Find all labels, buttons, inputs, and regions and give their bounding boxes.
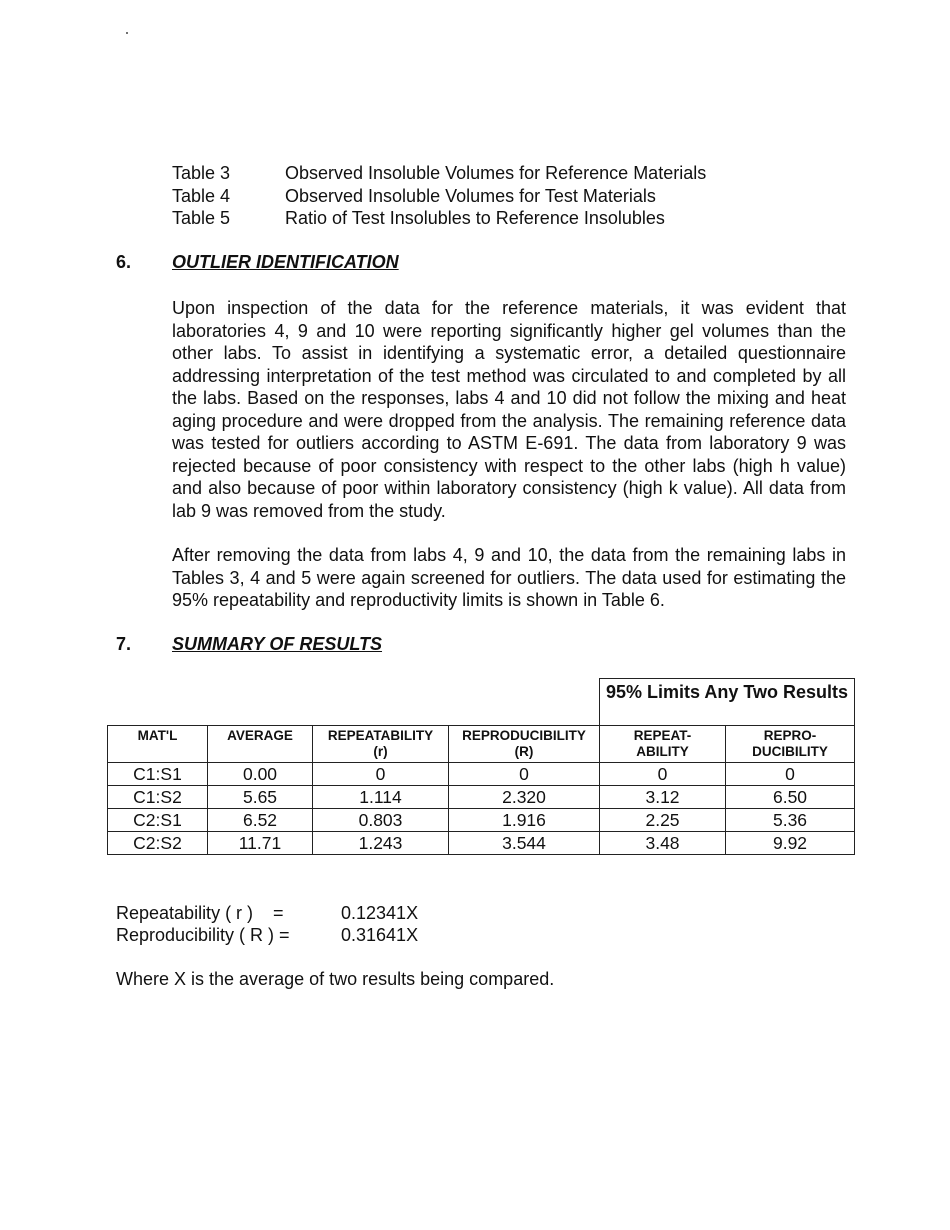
table-cell: 2.320 <box>449 786 600 809</box>
formula-row <box>116 924 418 946</box>
section-title: OUTLIER IDENTIFICATION <box>172 252 399 272</box>
column-header <box>600 726 726 763</box>
formulas <box>116 902 418 946</box>
table-list-item <box>172 207 706 230</box>
summary-table <box>107 678 855 855</box>
table-cell: 3.544 <box>449 832 600 855</box>
table-cell: C1:S2 <box>108 786 208 809</box>
section-title: SUMMARY OF RESULTS <box>172 634 383 654</box>
header-line-2: (R) <box>514 744 534 759</box>
section-number: 6. <box>116 252 132 272</box>
column-header <box>449 726 600 763</box>
column-header <box>108 726 208 763</box>
table-cell: 0 <box>600 763 726 786</box>
table-cell: C2:S1 <box>108 809 208 832</box>
table-list-item <box>172 185 706 208</box>
table-cell: 2.25 <box>600 809 726 832</box>
header-line-1: REPEATABILITY <box>327 728 434 743</box>
table-title: Observed Insoluble Volumes for Reference Materials <box>285 163 707 183</box>
table-title: Observed Insoluble Volumes for Test Materials <box>285 185 656 206</box>
table-number: Table 3 <box>172 163 231 183</box>
header-line-2: (r) <box>373 744 388 759</box>
section-number: 7. <box>116 634 132 654</box>
column-header-row <box>108 726 855 763</box>
table-row <box>108 763 855 786</box>
table-cell: 6.52 <box>208 809 313 832</box>
table-cell: C1:S1 <box>108 763 208 786</box>
table-number: Table 4 <box>172 185 231 206</box>
table-cell: 3.48 <box>600 832 726 855</box>
formula-label: Repeatability ( r ) = <box>116 903 284 923</box>
formula-label: Reproducibility ( R ) = <box>116 925 290 945</box>
header-line-1: MAT'L <box>137 728 178 743</box>
scan-speck <box>126 32 128 34</box>
table-list <box>172 162 706 230</box>
table-cell: 1.114 <box>313 786 449 809</box>
table-cell: 9.92 <box>726 832 855 855</box>
table-cell: 1.243 <box>313 832 449 855</box>
table-cell: 6.50 <box>726 786 855 809</box>
table-title: Ratio of Test Insolubles to Reference Insolubles <box>285 208 665 228</box>
blank-cell <box>108 679 600 726</box>
formula-value: 0.31641X <box>341 925 419 945</box>
table-cell: 11.71 <box>208 832 313 855</box>
table-cell: 0 <box>313 763 449 786</box>
footnote: Where X is the average of two results being compared. <box>116 969 555 989</box>
table-cell: 1.916 <box>449 809 600 832</box>
table-cell: C2:S2 <box>108 832 208 855</box>
outlier-paragraph-1: Upon inspection of the data for the reference materials, it was evident that laboratories 4, 9 and 10 were reporting significantly higher gel volumes than the other labs. To assist in identifying a systematic error, a detailed questionnaire addressing interpretation of the test method was circulated to and completed by all the labs. Based on the responses, labs 4 and 10 did not follow the mixing and heat aging procedure and were dropped from the analysis. The remaining reference data was tested for outliers according to ASTM E-691. The data from laboratory 9 was rejected because of poor consistency with respect to the other labs (high h value) and also because of poor within laboratory consistency (high k value). All data from lab 9 was removed from the study. <box>172 298 846 521</box>
column-header <box>313 726 449 763</box>
table-cell: 0.00 <box>208 763 313 786</box>
table-cell: 0.803 <box>313 809 449 832</box>
table-number: Table 5 <box>172 208 231 228</box>
column-header <box>208 726 313 763</box>
header-line-1: REPRO- <box>763 728 817 743</box>
table-row <box>108 809 855 832</box>
header-line-1: REPRODUCIBILITY <box>462 728 586 743</box>
formula-value: 0.12341X <box>341 903 419 923</box>
header-line-1: AVERAGE <box>227 728 293 743</box>
table-cell: 5.36 <box>726 809 855 832</box>
header-line-1: REPEAT- <box>633 728 692 743</box>
limits-group-header: 95% Limits Any Two Results <box>600 679 855 726</box>
table-row <box>108 786 855 809</box>
column-header <box>726 726 855 763</box>
table-row <box>108 832 855 855</box>
group-header-row <box>108 679 855 726</box>
header-line-2: ABILITY <box>636 744 689 759</box>
header-line-2: DUCIBILITY <box>752 744 828 759</box>
outlier-paragraph-2: After removing the data from labs 4, 9 and 10, the data from the remaining labs in Tables 3, 4 and 5 were again screened for outliers. The data used for estimating the 95% repeatability and reproductivity limits is shown in Table 6. <box>172 545 846 610</box>
table-cell: 0 <box>449 763 600 786</box>
formula-row <box>116 902 418 924</box>
table-cell: 5.65 <box>208 786 313 809</box>
table-cell: 0 <box>726 763 855 786</box>
table-list-item <box>172 162 706 185</box>
table-cell: 3.12 <box>600 786 726 809</box>
